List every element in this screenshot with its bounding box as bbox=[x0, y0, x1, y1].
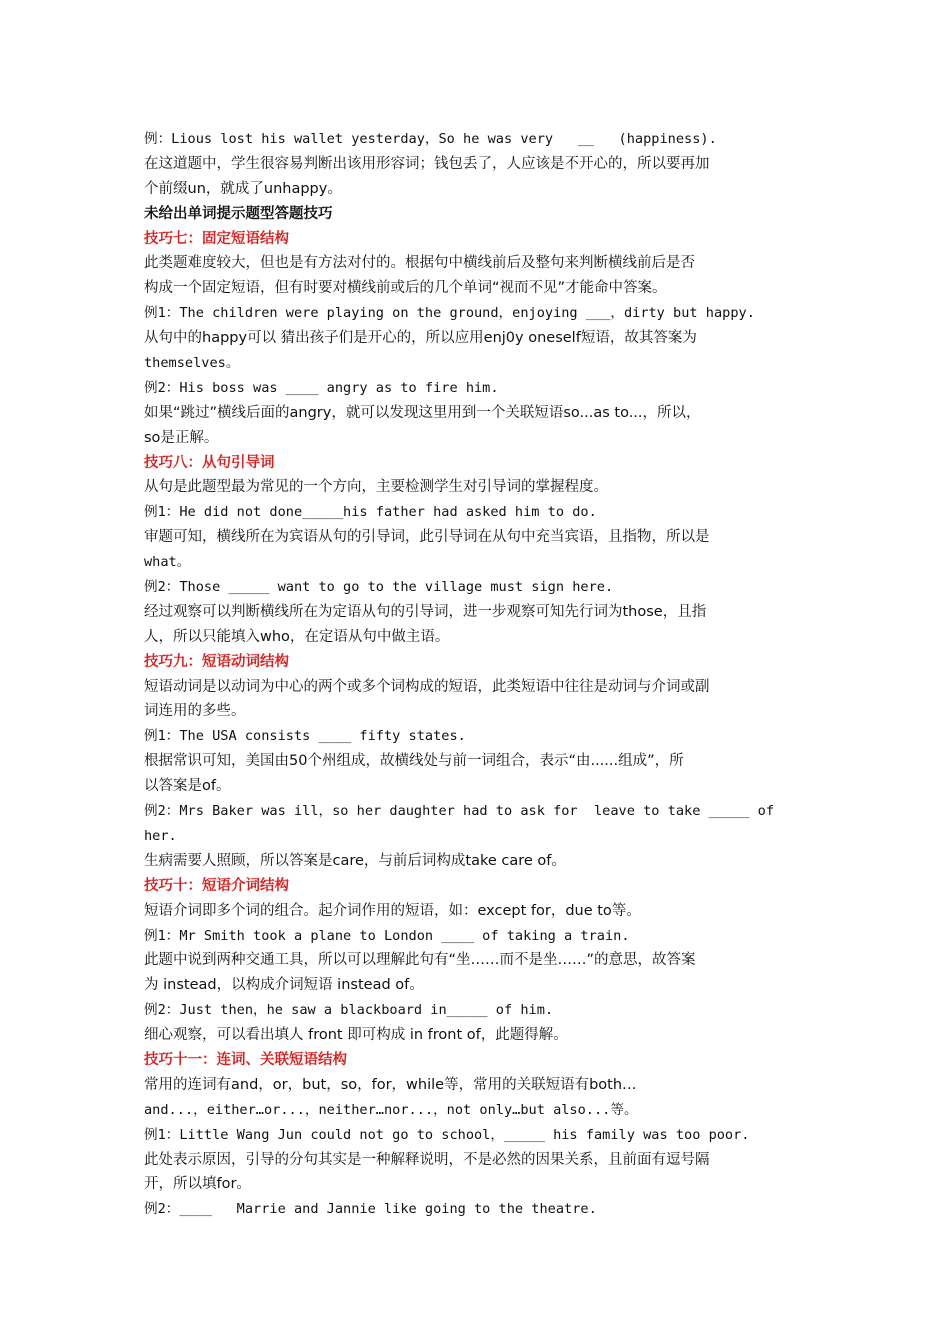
text-line: 构成一个固定短语，但有时要对横线前或后的几个单词“视而不见”才能命中答案。 bbox=[144, 280, 667, 297]
example-line: 例1：Mr Smith took a plane to London ____ of taking a train. bbox=[144, 927, 630, 944]
example-line: 例2：His boss was ____ angry as to fire him. bbox=[144, 379, 499, 396]
text-line: 此类题难度较大，但也是有方法对付的。根据句中横线前后及整句来判断横线前后是否 bbox=[144, 255, 695, 272]
example-line: her. bbox=[144, 827, 177, 844]
text-line: 审题可知，横线所在为宾语从句的引导词，此引导词在从句中充当宾语，且指物，所以是 bbox=[144, 529, 710, 546]
example-line: 例2：Mrs Baker was ill，so her daughter had to ask for leave to take _____ of bbox=[144, 803, 775, 820]
example-line: 例1：He did not done_____his father had asked him to do. bbox=[144, 504, 597, 521]
text-line: so是正解。 bbox=[144, 429, 219, 446]
text-line: 此题中说到两种交通工具，所以可以理解此句有“坐……而不是坐……”的意思，故答案 bbox=[144, 952, 696, 969]
text-line: 个前缀un，就成了unhappy。 bbox=[144, 180, 342, 197]
text-line: 在这道题中，学生很容易判断出该用形容词；钱包丢了，人应该是不开心的，所以要再加 bbox=[144, 155, 710, 172]
example-line: 例：Lious lost his wallet yesterday，So he was very __ (happiness). bbox=[144, 131, 717, 147]
text-line: 如果“跳过”横线后面的angry，就可以发现这里用到一个关联短语so...as to...，所以， bbox=[144, 404, 701, 421]
example-line: 例2：Those _____ want to go to the village must sign here. bbox=[144, 579, 614, 596]
section-heading: 技巧八：从句引导词 bbox=[144, 454, 275, 471]
text-line: 开，所以填for。 bbox=[144, 1176, 251, 1193]
text-line: 此处表示原因，引导的分句其实是一种解释说明，不是必然的因果关系，且前面有逗号隔 bbox=[144, 1151, 710, 1168]
example-line: 例1：The children were playing on the ground，enjoying ___，dirty but happy. bbox=[144, 305, 755, 322]
text-line: 细心观察，可以看出填人 front 即可构成 in front of，此题得解。 bbox=[144, 1027, 568, 1044]
example-line: 例2：Just then，he saw a blackboard in_____ of him. bbox=[144, 1002, 554, 1019]
text-line: 词连用的多些。 bbox=[144, 703, 246, 720]
text-line: 短语介词即多个词的组合。起介词作用的短语，如：except for，due to等。 bbox=[144, 902, 641, 919]
text-line: 从句是此题型最为常见的一个方向，主要检测学生对引导词的掌握程度。 bbox=[144, 479, 608, 496]
example-line: 例2：____ Marrie and Jannie like going to the theatre. bbox=[144, 1201, 597, 1218]
text-line: 根据常识可知，美国由50个州组成，故横线处与前一词组合，表示“由......组成”，所 bbox=[144, 753, 684, 770]
text-line: 人，所以只能填入who，在定语从句中做主语。 bbox=[144, 628, 450, 645]
subsection-heading: 未给出单词提示题型答题技巧 bbox=[144, 205, 333, 222]
text-line: 常用的连词有and，or，but，so，for，while等，常用的关联短语有both… bbox=[144, 1076, 637, 1093]
text-line: 短语动词是以动词为中心的两个或多个词构成的短语，此类短语中往往是动词与介词或副 bbox=[144, 678, 710, 695]
example-line: 例1：Little Wang Jun could not go to school，_____ his family was too poor. bbox=[144, 1126, 750, 1143]
document-body bbox=[144, 127, 816, 1222]
example-line: what。 bbox=[144, 554, 191, 571]
section-heading: 技巧七：固定短语结构 bbox=[144, 230, 289, 247]
section-heading: 技巧十一：连词、关联短语结构 bbox=[144, 1051, 347, 1068]
text-line: 经过观察可以判断横线所在为定语从句的引导词，进一步观察可知先行词为those，且指 bbox=[144, 603, 707, 620]
text-line: 以答案是of。 bbox=[144, 778, 231, 795]
text-line: 从句中的happy可以 猜出孩子们是开心的，所以应用enj0y oneself短语，故其答案为 bbox=[144, 330, 697, 347]
example-line: themselves。 bbox=[144, 355, 240, 372]
example-line: 例1：The USA consists ____ fifty states. bbox=[144, 728, 466, 745]
section-heading: 技巧十：短语介词结构 bbox=[144, 877, 289, 894]
text-line: 生病需要人照顾，所以答案是care，与前后词构成take care of。 bbox=[144, 852, 566, 869]
example-line: and...，either…or...，neither…nor...，not only…but also...等。 bbox=[144, 1101, 638, 1118]
section-heading: 技巧九：短语动词结构 bbox=[144, 653, 289, 670]
text-line: 为 instead，以构成介词短语 instead of。 bbox=[144, 977, 424, 994]
